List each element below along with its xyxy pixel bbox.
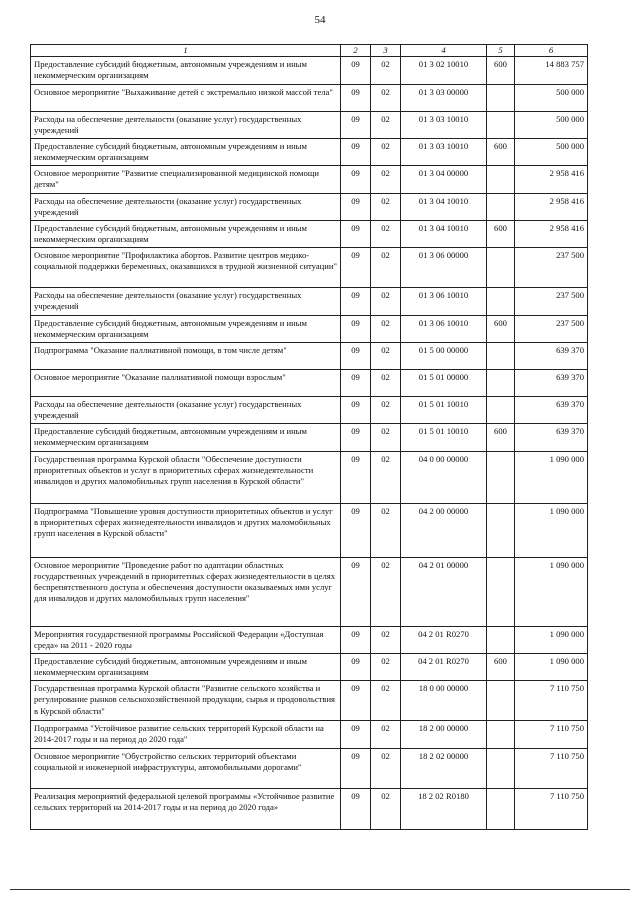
column-header: 1 — [31, 45, 341, 57]
cell-col3: 02 — [371, 166, 401, 193]
cell-name: Основное мероприятие "Проведение работ по адаптации областных государственных учреждений в приоритетных сферах жизнедеятельности в целях беспрепятственного доступа и обеспечения доступности оказываемых ими услуг для инвалидов и других маломобильных групп населения" — [31, 557, 341, 626]
cell-col2: 09 — [341, 138, 371, 165]
table-row — [31, 315, 588, 342]
cell-name: Государственная программа Курской области "Развитие сельского хозяйства и регулирование рынков сельскохозяйственной продукции, сырья и продовольствия в Курской области" — [31, 681, 341, 721]
cell-col5 — [487, 84, 515, 111]
cell-name: Подпрограмма "Оказание паллиативной помощи, в том числе детям" — [31, 342, 341, 369]
cell-name: Предоставление субсидий бюджетным, автономным учреждениям и иным некоммерческим организациям — [31, 653, 341, 680]
cell-col5 — [487, 788, 515, 829]
cell-col2: 09 — [341, 788, 371, 829]
cell-col3: 02 — [371, 248, 401, 288]
cell-col3: 02 — [371, 503, 401, 557]
cell-name: Основное мероприятие "Развитие специализированной медицинской помощи детям" — [31, 166, 341, 193]
cell-col3: 02 — [371, 788, 401, 829]
cell-amount: 639 370 — [515, 342, 588, 369]
cell-col2: 09 — [341, 369, 371, 396]
table-row — [31, 557, 588, 626]
cell-col2: 09 — [341, 503, 371, 557]
cell-name: Подпрограмма "Устойчивое развитие сельских территорий Курской области на 2014-2017 годы и на период до 2020 года" — [31, 721, 341, 748]
cell-col5: 600 — [487, 138, 515, 165]
page-number: 54 — [314, 14, 326, 26]
cell-amount: 2 958 416 — [515, 166, 588, 193]
cell-col3: 02 — [371, 342, 401, 369]
cell-name: Подпрограмма "Повышение уровня доступности приоритетных объектов и услуг в приоритетных сферах жизнедеятельности инвалидов и других маломобильных групп населения в Курской области" — [31, 503, 341, 557]
column-header: 5 — [487, 45, 515, 57]
table-row — [31, 138, 588, 165]
cell-col3: 02 — [371, 557, 401, 626]
cell-col4: 01 5 01 10010 — [401, 396, 487, 423]
table-row — [31, 653, 588, 680]
table-row — [31, 626, 588, 653]
cell-col2: 09 — [341, 557, 371, 626]
cell-col4: 04 2 01 R0270 — [401, 653, 487, 680]
cell-amount: 500 000 — [515, 138, 588, 165]
budget-table — [30, 44, 588, 830]
cell-name: Мероприятия государственной программы Российской Федерации «Доступная среда» на 2011 - 2020 годы — [31, 626, 341, 653]
table-row — [31, 424, 588, 451]
cell-col4: 01 3 04 10010 — [401, 193, 487, 220]
cell-amount: 639 370 — [515, 424, 588, 451]
cell-amount: 1 090 000 — [515, 626, 588, 653]
cell-amount: 7 110 750 — [515, 721, 588, 748]
cell-amount: 639 370 — [515, 396, 588, 423]
cell-col3: 02 — [371, 84, 401, 111]
column-header: 3 — [371, 45, 401, 57]
cell-col5 — [487, 748, 515, 788]
cell-col5: 600 — [487, 57, 515, 84]
column-header: 4 — [401, 45, 487, 57]
cell-col3: 02 — [371, 57, 401, 84]
cell-col4: 04 2 00 00000 — [401, 503, 487, 557]
cell-col5 — [487, 721, 515, 748]
table-row — [31, 788, 588, 829]
cell-col3: 02 — [371, 138, 401, 165]
cell-col3: 02 — [371, 220, 401, 247]
cell-col4: 01 3 06 10010 — [401, 288, 487, 315]
cell-col2: 09 — [341, 653, 371, 680]
cell-col3: 02 — [371, 424, 401, 451]
cell-col4: 01 5 00 00000 — [401, 342, 487, 369]
cell-col4: 01 5 01 00000 — [401, 369, 487, 396]
cell-col5: 600 — [487, 424, 515, 451]
table-row — [31, 503, 588, 557]
cell-col4: 01 3 06 00000 — [401, 248, 487, 288]
table-row — [31, 193, 588, 220]
cell-amount: 1 090 000 — [515, 451, 588, 503]
cell-name: Предоставление субсидий бюджетным, автономным учреждениям и иным некоммерческим организациям — [31, 424, 341, 451]
cell-col2: 09 — [341, 248, 371, 288]
cell-col3: 02 — [371, 626, 401, 653]
table-row — [31, 342, 588, 369]
cell-col3: 02 — [371, 193, 401, 220]
cell-col4: 01 3 03 00000 — [401, 84, 487, 111]
table-row — [31, 57, 588, 84]
cell-col4: 01 3 04 00000 — [401, 166, 487, 193]
cell-col2: 09 — [341, 626, 371, 653]
cell-col2: 09 — [341, 111, 371, 138]
cell-amount: 237 500 — [515, 288, 588, 315]
cell-col2: 09 — [341, 748, 371, 788]
table-row — [31, 681, 588, 721]
cell-name: Государственная программа Курской области "Обеспечение доступности приоритетных объектов и услуг в приоритетных сферах жизнедеятельности инвалидов и других маломобильных групп населения в Курской области" — [31, 451, 341, 503]
cell-col3: 02 — [371, 315, 401, 342]
cell-col2: 09 — [341, 84, 371, 111]
cell-col5 — [487, 342, 515, 369]
cell-col4: 04 2 01 00000 — [401, 557, 487, 626]
cell-amount: 1 090 000 — [515, 503, 588, 557]
cell-col2: 09 — [341, 396, 371, 423]
cell-col2: 09 — [341, 193, 371, 220]
cell-col5 — [487, 369, 515, 396]
cell-col2: 09 — [341, 451, 371, 503]
table-row — [31, 369, 588, 396]
cell-col3: 02 — [371, 653, 401, 680]
table-row — [31, 396, 588, 423]
cell-amount: 639 370 — [515, 369, 588, 396]
cell-amount: 500 000 — [515, 111, 588, 138]
cell-amount: 7 110 750 — [515, 788, 588, 829]
column-header: 6 — [515, 45, 588, 57]
cell-col2: 09 — [341, 220, 371, 247]
cell-col2: 09 — [341, 424, 371, 451]
cell-col2: 09 — [341, 288, 371, 315]
cell-col3: 02 — [371, 451, 401, 503]
cell-amount: 7 110 750 — [515, 748, 588, 788]
cell-col4: 18 2 02 00000 — [401, 748, 487, 788]
cell-col4: 01 3 04 10010 — [401, 220, 487, 247]
table-row — [31, 248, 588, 288]
cell-name: Основное мероприятие "Профилактика абортов. Развитие центров медико-социальной поддержки беременных, оказавшихся в трудной жизненной ситуации" — [31, 248, 341, 288]
cell-col5 — [487, 681, 515, 721]
table-row — [31, 220, 588, 247]
table-row — [31, 288, 588, 315]
column-header: 2 — [341, 45, 371, 57]
cell-amount: 1 090 000 — [515, 653, 588, 680]
cell-amount: 14 883 757 — [515, 57, 588, 84]
cell-amount: 237 500 — [515, 248, 588, 288]
cell-amount: 500 000 — [515, 84, 588, 111]
cell-name: Предоставление субсидий бюджетным, автономным учреждениям и иным некоммерческим организациям — [31, 315, 341, 342]
cell-col4: 04 0 00 00000 — [401, 451, 487, 503]
cell-col2: 09 — [341, 681, 371, 721]
cell-name: Расходы на обеспечение деятельности (оказание услуг) государственных учреждений — [31, 193, 341, 220]
cell-col4: 18 2 02 R0180 — [401, 788, 487, 829]
cell-name: Расходы на обеспечение деятельности (оказание услуг) государственных учреждений — [31, 111, 341, 138]
cell-col2: 09 — [341, 166, 371, 193]
cell-col5 — [487, 503, 515, 557]
cell-amount: 2 958 416 — [515, 193, 588, 220]
cell-col5 — [487, 288, 515, 315]
cell-name: Предоставление субсидий бюджетным, автономным учреждениям и иным некоммерческим организациям — [31, 57, 341, 84]
cell-col5 — [487, 557, 515, 626]
cell-col3: 02 — [371, 396, 401, 423]
table-row — [31, 451, 588, 503]
table-row — [31, 111, 588, 138]
cell-name: Основное мероприятие "Оказание паллиативной помощи взрослым" — [31, 369, 341, 396]
cell-col5 — [487, 396, 515, 423]
cell-col3: 02 — [371, 748, 401, 788]
cell-col2: 09 — [341, 342, 371, 369]
cell-col4: 18 2 00 00000 — [401, 721, 487, 748]
cell-amount: 237 500 — [515, 315, 588, 342]
cell-col5 — [487, 248, 515, 288]
cell-col3: 02 — [371, 111, 401, 138]
cell-col5: 600 — [487, 315, 515, 342]
cell-col5: 600 — [487, 653, 515, 680]
cell-name: Основное мероприятие "Обустройство сельских территорий объектами социальной и инженерной инфраструктуры, автомобильными дорогами" — [31, 748, 341, 788]
cell-col3: 02 — [371, 288, 401, 315]
cell-col2: 09 — [341, 57, 371, 84]
cell-col5 — [487, 626, 515, 653]
cell-name: Расходы на обеспечение деятельности (оказание услуг) государственных учреждений — [31, 288, 341, 315]
cell-col4: 04 2 01 R0270 — [401, 626, 487, 653]
table-row — [31, 721, 588, 748]
cell-amount: 1 090 000 — [515, 557, 588, 626]
cell-amount: 2 958 416 — [515, 220, 588, 247]
table-row — [31, 748, 588, 788]
cell-col2: 09 — [341, 721, 371, 748]
cell-col5 — [487, 166, 515, 193]
cell-name: Предоставление субсидий бюджетным, автономным учреждениям и иным некоммерческим организациям — [31, 138, 341, 165]
cell-name: Основное мероприятие "Выхаживание детей с экстремально низкой массой тела" — [31, 84, 341, 111]
bottom-divider — [10, 889, 630, 890]
cell-amount: 7 110 750 — [515, 681, 588, 721]
cell-col4: 01 3 02 10010 — [401, 57, 487, 84]
table-row — [31, 84, 588, 111]
cell-col5 — [487, 111, 515, 138]
table-row — [31, 166, 588, 193]
cell-col4: 01 3 03 10010 — [401, 111, 487, 138]
cell-col3: 02 — [371, 369, 401, 396]
cell-col5: 600 — [487, 220, 515, 247]
cell-col5 — [487, 193, 515, 220]
cell-name: Предоставление субсидий бюджетным, автономным учреждениям и иным некоммерческим организациям — [31, 220, 341, 247]
cell-col4: 01 3 03 10010 — [401, 138, 487, 165]
cell-col3: 02 — [371, 681, 401, 721]
table-header-row — [31, 45, 588, 57]
cell-name: Расходы на обеспечение деятельности (оказание услуг) государственных учреждений — [31, 396, 341, 423]
cell-col2: 09 — [341, 315, 371, 342]
cell-col4: 01 5 01 10010 — [401, 424, 487, 451]
cell-col4: 18 0 00 00000 — [401, 681, 487, 721]
cell-col4: 01 3 06 10010 — [401, 315, 487, 342]
cell-name: Реализация мероприятий федеральной целевой программы «Устойчивое развитие сельских территорий на 2014-2017 годы и на период до 2020 года» — [31, 788, 341, 829]
cell-col3: 02 — [371, 721, 401, 748]
cell-col5 — [487, 451, 515, 503]
